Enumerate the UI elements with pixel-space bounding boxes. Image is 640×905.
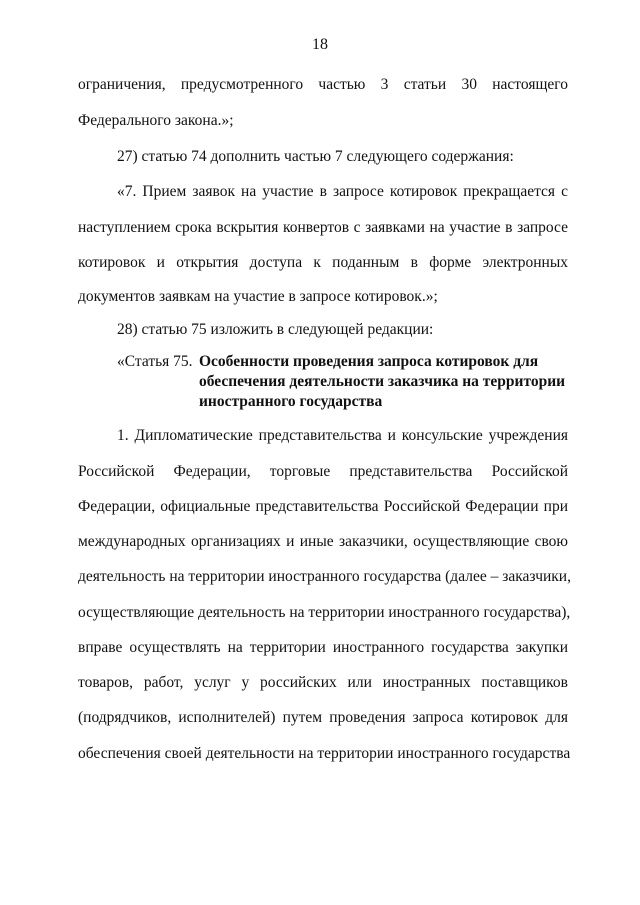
body-line: Федерации, официальные представительства Российской Федерации при: [78, 498, 568, 515]
body-line: обеспечения своей деятельности на территории иностранного государства: [78, 745, 571, 762]
text-line: 28) статью 75 изложить в следующей редакции:: [117, 321, 434, 338]
article-label: «Статья 75.: [117, 353, 193, 370]
page-number: 18: [312, 36, 328, 53]
body-line: товаров, работ, услуг у российских или иностранных поставщиков: [78, 674, 568, 691]
body-line: Российской Федерации, торговые представительства Российской: [78, 463, 568, 480]
article-title-line: иностранного государства: [199, 393, 383, 410]
article-title: [199, 352, 589, 412]
text-line: Федерального закона.»;: [78, 112, 234, 129]
body-line: деятельность на территории иностранного государства (далее – заказчики,: [78, 568, 571, 585]
body-line: международных организациях и иные заказчики, осуществляющие свою: [78, 533, 568, 550]
body-line: осуществляющие деятельность на территории иностранного государства),: [78, 604, 571, 621]
text-line: документов заявкам на участие в запросе котировок.»;: [78, 288, 438, 305]
text-line: ограничения, предусмотренного частью 3 статьи 30 настоящего: [78, 76, 568, 93]
article-title-line: обеспечения деятельности заказчика на территории: [199, 373, 566, 390]
body-line: вправе осуществлять на территории иностранного государства закупки: [78, 639, 568, 656]
text-line: котировок и открытия доступа к поданным в форме электронных: [78, 254, 568, 271]
article-title-line: Особенности проведения запроса котировок для: [199, 353, 539, 370]
body-line: (подрядчиков, исполнителей) путем проведения запроса котировок для: [78, 709, 568, 726]
text-line: «7. Прием заявок на участие в запросе котировок прекращается с: [117, 183, 568, 200]
body-line: 1. Дипломатические представительства и консульские учреждения: [117, 427, 568, 444]
text-line: наступлением срока вскрытия конвертов с заявками на участие в запросе: [78, 219, 568, 236]
text-line: 27) статью 74 дополнить частью 7 следующего содержания:: [117, 148, 514, 165]
